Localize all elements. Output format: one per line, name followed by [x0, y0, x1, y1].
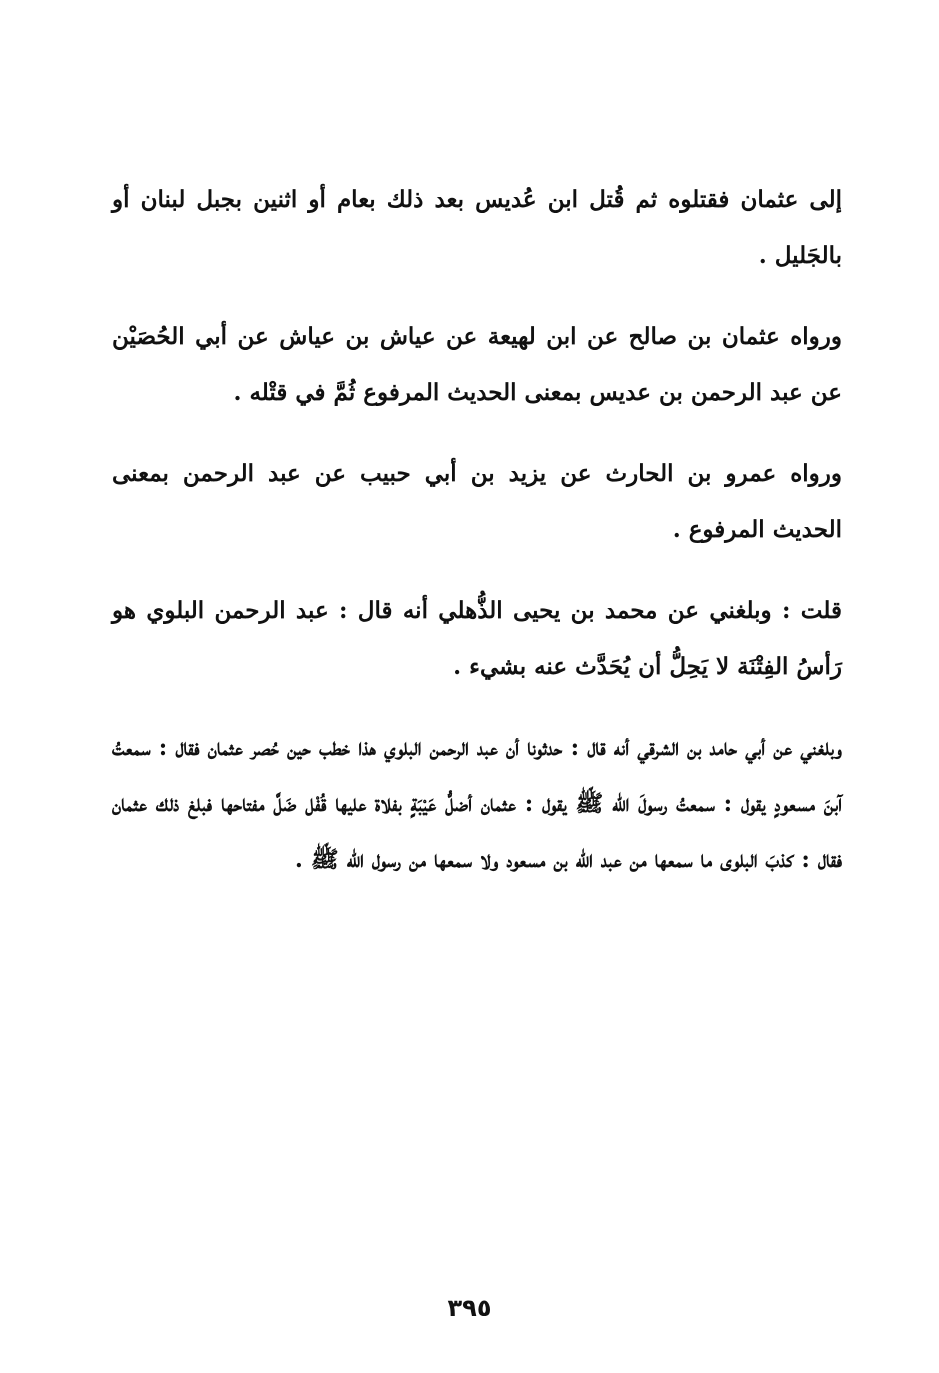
paragraph-5: وبلغني عن أبي حامد بن الشرقي أنه قال : حدثونا أن عبد الرحمن البلوي هذا خطب حين حُصر عثمان فقال : سمعتُ آبنَ مسعودٍ يقول : سمعتُ رسولَ الله ﷺ يقول : عثمان أضلُّ عَيْبَةٍ بفلاة عليها قُفْل ضَلَّ مفتاحها فبلغ ذلك عثمان فقال : كذبَ البلوى ما سمعها من عبد الله بن مسعود ولا سمعها من رسول الله ﷺ .: [112, 734, 842, 873]
page-number: ٣٩٥: [447, 1294, 492, 1322]
paragraph-1: إلى عثمان فقتلوه ثم قُتل ابن عُديس بعد ذلك بعام أو اثنين بجبل لبنان أو بالجَليل .: [112, 186, 842, 269]
paragraph-3: ورواه عمرو بن الحارث عن يزيد بن أبي حبيب عن عبد الرحمن بمعنى الحديث المرفوع .: [112, 460, 842, 543]
body-text: [112, 172, 842, 913]
paragraph-4: قلت : وبلغني عن محمد بن يحيى الذُّهلي أنه قال : عبد الرحمن البلوي هو رَأسُ الفِتْنَة لا يَحِلُّ أن يُحَدَّث عنه بشيء .: [112, 597, 842, 680]
paragraph-2: ورواه عثمان بن صالح عن ابن لهيعة عن عياش بن عياش عن أبي الحُصَيْن عن عبد الرحمن بن عديس بمعنى الحديث المرفوع ثُمَّ في قتْله .: [112, 323, 842, 406]
